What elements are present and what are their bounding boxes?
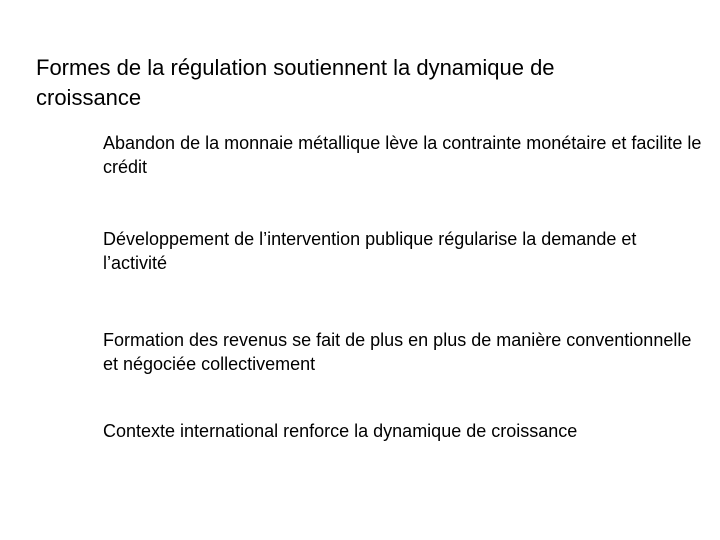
bullet-item-1: Abandon de la monnaie métallique lève la contrainte monétaire et facilite le crédit xyxy=(103,133,702,177)
bullet-item-3: Formation des revenus se fait de plus en plus de manière conventionnelle et négociée collectivement xyxy=(103,330,692,374)
bullet-item-2: Développement de l’intervention publique régularise la demande et l’activité xyxy=(103,229,637,273)
slide-title: Formes de la régulation soutiennent la dynamique de croissance xyxy=(36,55,555,110)
bullet-item-4: Contexte international renforce la dynamique de croissance xyxy=(103,421,578,441)
